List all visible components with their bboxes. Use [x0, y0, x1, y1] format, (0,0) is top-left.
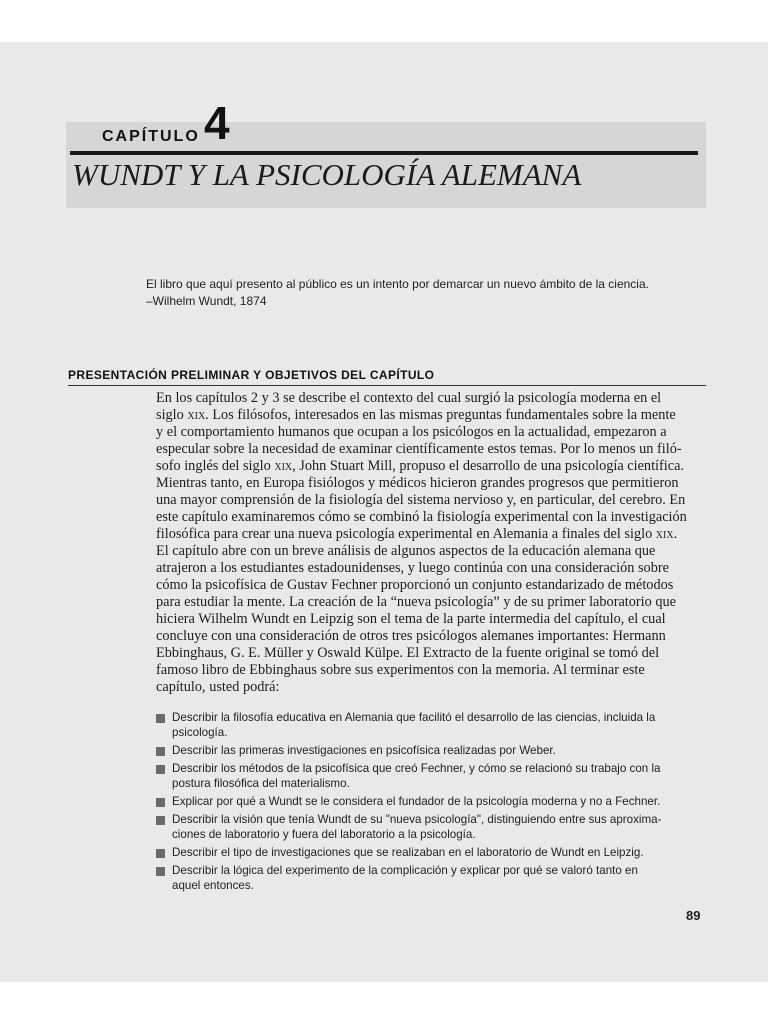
- roman-numeral: xix: [274, 458, 293, 474]
- body-line: cómo la psicofísica de Gustav Fechner proporcionó un conjunto estandarizado de métodos: [156, 577, 674, 593]
- body-line: [156, 407, 716, 424]
- body-line: este capítulo examinaremos cómo se combinó la fisiología experimental con la investigación: [156, 509, 687, 525]
- chapter-label: CAPÍTULO: [102, 128, 200, 145]
- objective-text: aquel entonces.: [172, 879, 254, 892]
- body-line: Ebbinghaus, G. E. Müller y Oswald Külpe. El Extracto de la fuente original se tomó del: [156, 645, 660, 661]
- objective-text: Describir la visión que tenía Wundt de su "nueva psicología", distinguiendo entre sus aproxima-: [172, 813, 662, 826]
- square-bullet-icon: [156, 816, 165, 825]
- body-line: especular sobre la necesidad de examinar científicamente estos temas. Por lo menos un filó-: [156, 441, 682, 457]
- square-bullet-icon: [156, 867, 165, 876]
- objective-text: postura filosófica del materialismo.: [172, 777, 350, 790]
- body-line: famoso libro de Ebbinghaus sobre sus experimentos con la memoria. Al terminar este: [156, 662, 645, 678]
- body-text-segment: .: [673, 526, 678, 542]
- body-line: y el comportamiento humanos que ocupan a los psicólogos en la actualidad, empezaron a: [156, 424, 667, 440]
- objectives-list: [156, 710, 716, 896]
- book-page: [0, 42, 768, 982]
- chapter-rule: [70, 151, 698, 155]
- section-heading: PRESENTACIÓN PRELIMINAR Y OBJETIVOS DEL CAPÍTULO: [68, 368, 435, 382]
- body-line: Mientras tanto, en Europa fisiólogos y médicos hicieron grandes progresos que permitieron: [156, 475, 679, 491]
- square-bullet-icon: [156, 798, 165, 807]
- objective-item: [156, 863, 716, 893]
- body-line: En los capítulos 2 y 3 se describe el contexto del cual surgió la psicología moderna en el: [156, 390, 662, 406]
- body-line: El capítulo abre con un breve análisis de algunos aspectos de la educación alemana que: [156, 543, 656, 559]
- objective-text: psicología.: [172, 726, 228, 739]
- square-bullet-icon: [156, 849, 165, 858]
- objective-item: [156, 743, 716, 758]
- objective-text: Describir la filosofía educativa en Alemania que facilitó el desarrollo de las ciencias, incluida la: [172, 711, 656, 724]
- roman-numeral: xix: [655, 526, 674, 542]
- body-text-segment: , John Stuart Mill, propuso el desarrollo de una psicología científica.: [292, 458, 685, 474]
- body-line: capítulo, usted podrá:: [156, 679, 280, 695]
- objective-text: Describir el tipo de investigaciones que se realizaban en el laboratorio de Wundt en Leipzig.: [172, 846, 644, 859]
- section-rule: [68, 385, 706, 386]
- roman-numeral: xix: [187, 407, 206, 423]
- chapter-title: WUNDT Y LA PSICOLOGÍA ALEMANA: [72, 157, 582, 192]
- body-text-segment: filosófica para crear una nueva psicología experimental en Alemania a finales del siglo: [156, 526, 656, 542]
- page-number: 89: [686, 908, 701, 923]
- square-bullet-icon: [156, 747, 165, 756]
- body-line: [156, 458, 716, 475]
- objective-text: ciones de laboratorio y fuera del laboratorio a la psicología.: [172, 828, 476, 841]
- body-text-segment: sofo inglés del siglo: [156, 458, 275, 474]
- objective-item: [156, 761, 716, 791]
- objective-text: Describir los métodos de la psicofísica que creó Fechner, y cómo se relacionó su trabajo con la: [172, 762, 661, 775]
- objective-item: [156, 845, 716, 860]
- body-line: hiciera Wilhelm Wundt en Leipzig son el tema de la parte intermedia del capítulo, el cual: [156, 611, 666, 627]
- body-line: para estudiar la mente. La creación de la “nueva psicología” y de su primer laboratorio que: [156, 594, 677, 610]
- body-line: concluye con una consideración de otros tres psicólogos alemanes importantes: Hermann: [156, 628, 666, 644]
- body-line: una mayor comprensión de la fisiología del sistema nervioso y, en particular, del cerebro. En: [156, 492, 686, 508]
- objective-text: Describir las primeras investigaciones en psicofísica realizadas por Weber.: [172, 744, 556, 757]
- objective-item: [156, 812, 716, 842]
- objective-item: [156, 794, 716, 809]
- body-paragraph: [156, 390, 716, 696]
- objective-item: [156, 710, 716, 740]
- objective-text: Describir la lógica del experimento de la complicación y explicar por qué se valoró tanto en: [172, 864, 638, 877]
- body-line: atrajeron a los estudiantes estadounidenses, y luego continúa con una consideración sobre: [156, 560, 669, 576]
- body-line: [156, 526, 716, 543]
- square-bullet-icon: [156, 765, 165, 774]
- chapter-number: 4: [204, 97, 230, 149]
- epigraph: [146, 276, 706, 310]
- body-text-segment: siglo: [156, 407, 188, 423]
- square-bullet-icon: [156, 714, 165, 723]
- epigraph-quote: El libro que aquí presento al público es un intento por demarcar un nuevo ámbito de la ciencia.: [146, 277, 649, 291]
- body-text-segment: . Los filósofos, interesados en las mismas preguntas fundamentales sobre la mente: [205, 407, 676, 423]
- epigraph-attribution: –Wilhelm Wundt, 1874: [146, 294, 267, 308]
- objective-text: Explicar por qué a Wundt se le considera el fundador de la psicología moderna y no a Fechner.: [172, 795, 661, 808]
